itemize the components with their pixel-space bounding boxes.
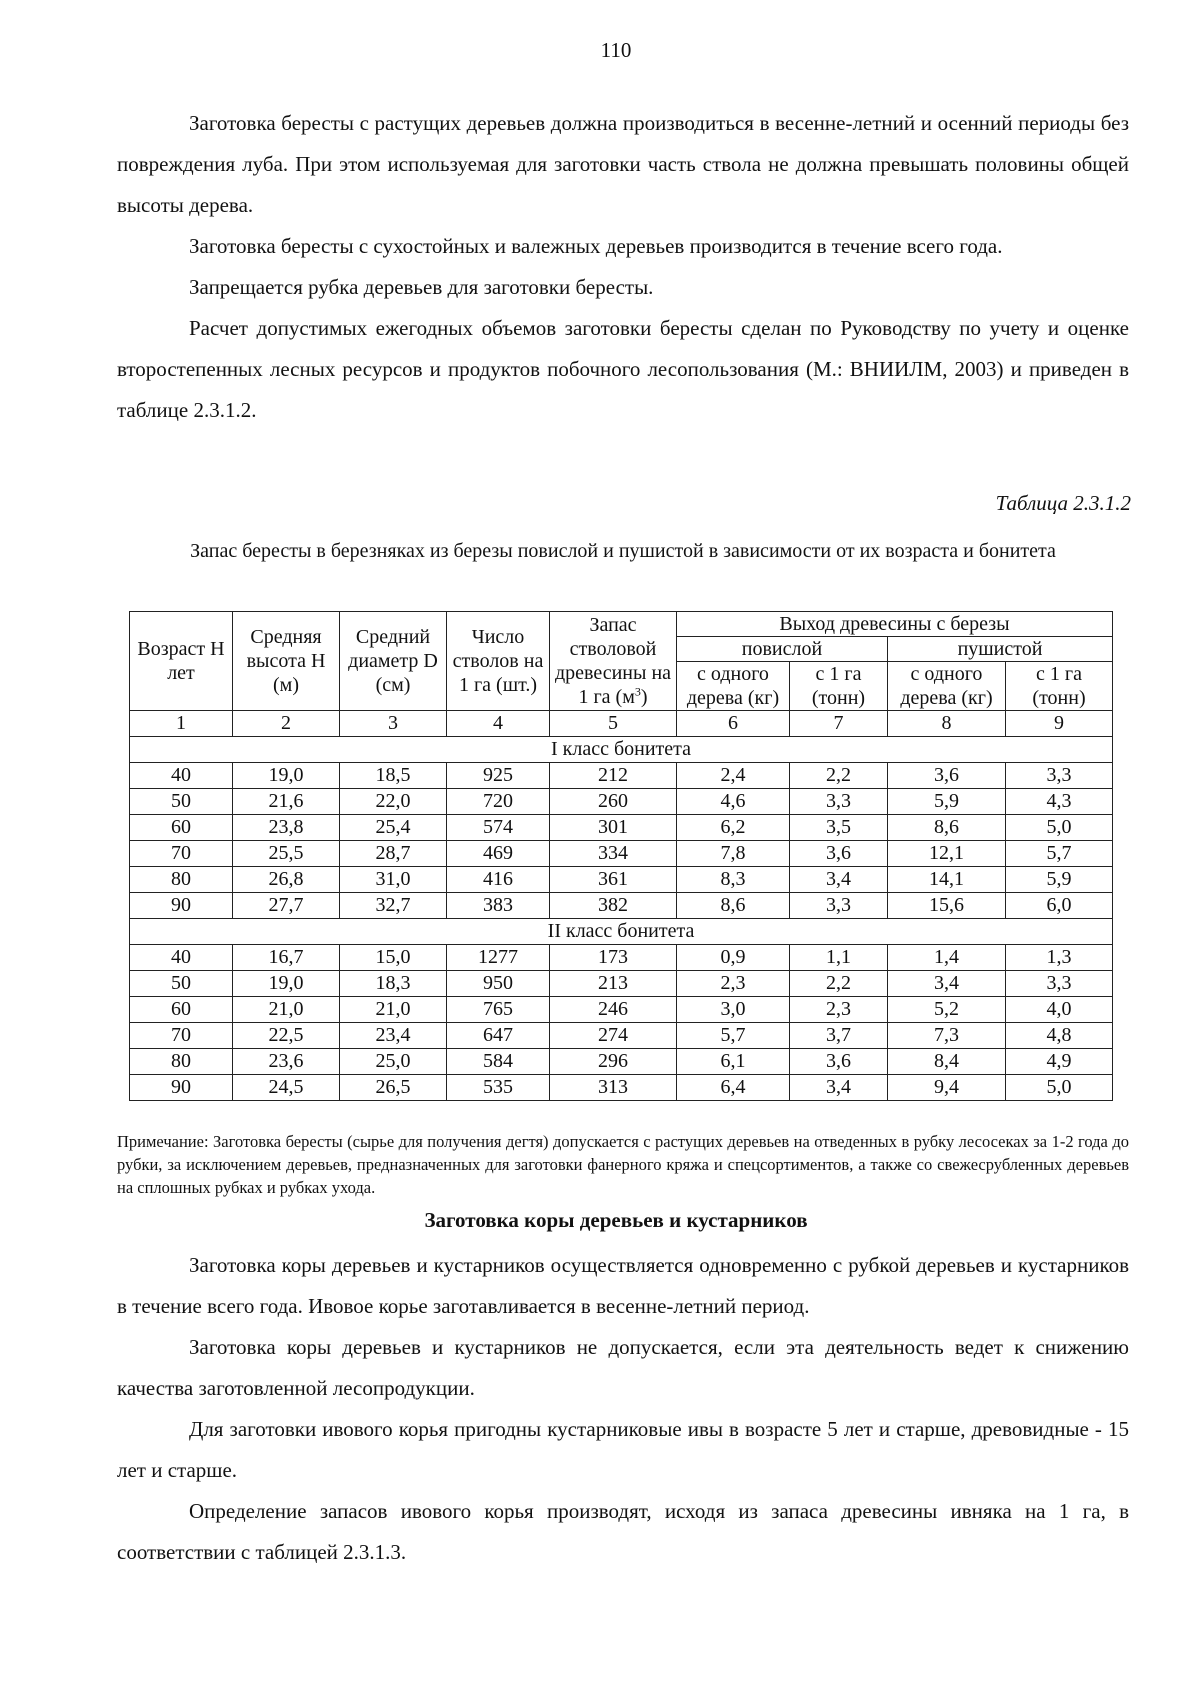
paragraph: Определение запасов ивового корья производят, исходя из запаса древесины ивняка на 1 га, в соответствии с таблицей 2.3.1.3. xyxy=(117,1499,1129,1564)
table-cell: 383 xyxy=(447,893,550,919)
table-cell: 5,9 xyxy=(888,789,1006,815)
table-cell: 90 xyxy=(130,1075,233,1101)
table-cell: 1,3 xyxy=(1006,945,1113,971)
table-cell: 26,8 xyxy=(233,867,340,893)
header-age: Возраст Н лет xyxy=(130,612,233,711)
table-cell: 4,3 xyxy=(1006,789,1113,815)
table-row xyxy=(130,763,1113,789)
table-cell: 246 xyxy=(550,997,677,1023)
table-cell: 80 xyxy=(130,867,233,893)
table-cell: 19,0 xyxy=(233,971,340,997)
table-cell: 535 xyxy=(447,1075,550,1101)
birch-bark-table xyxy=(129,611,1113,1101)
table-row xyxy=(130,997,1113,1023)
group-label-row xyxy=(130,737,1113,763)
column-number-cell: 2 xyxy=(233,711,340,737)
table-cell: 18,5 xyxy=(340,763,447,789)
table-row xyxy=(130,841,1113,867)
table-cell: 6,4 xyxy=(677,1075,790,1101)
table-cell: 2,2 xyxy=(790,971,888,997)
column-number-cell: 7 xyxy=(790,711,888,737)
table-cell: 574 xyxy=(447,815,550,841)
table-cell: 2,4 xyxy=(677,763,790,789)
table-cell: 361 xyxy=(550,867,677,893)
table-cell: 27,7 xyxy=(233,893,340,919)
table-cell: 7,8 xyxy=(677,841,790,867)
table-cell: 313 xyxy=(550,1075,677,1101)
table-cell: 70 xyxy=(130,841,233,867)
table-label: Таблица 2.3.1.2 xyxy=(995,491,1131,515)
paragraph: Заготовка бересты с сухостойных и валежных деревьев производится в течение всего года. xyxy=(189,234,1003,258)
table-cell: 12,1 xyxy=(888,841,1006,867)
table-cell: 3,3 xyxy=(790,893,888,919)
table-note: Примечание: Заготовка бересты (сырье для получения дегтя) допускается с растущих деревьев на отведенных в рубку лесосеках за 1-2 года до рубки, за исключением деревьев, предназначенных для заготовки фанерного кряжа и спецсортиментов, а также со свежесрубленных деревьев на сплошных рубках и рубках ухода. xyxy=(117,1132,1129,1197)
header-species-2: пушистой xyxy=(888,637,1113,662)
header-per-tree-2: с одного дерева (кг) xyxy=(888,662,1006,711)
table-cell: 6,1 xyxy=(677,1049,790,1075)
table-cell: 31,0 xyxy=(340,867,447,893)
column-number-row xyxy=(130,711,1113,737)
table-cell: 4,9 xyxy=(1006,1049,1113,1075)
section-heading: Заготовка коры деревьев и кустарников xyxy=(424,1208,808,1232)
table-cell: 5,9 xyxy=(1006,867,1113,893)
table-cell: 3,3 xyxy=(1006,971,1113,997)
table-cell: 90 xyxy=(130,893,233,919)
table-cell: 5,7 xyxy=(1006,841,1113,867)
column-number-cell: 3 xyxy=(340,711,447,737)
group-label: II класс бонитета xyxy=(130,919,1113,945)
table-cell: 25,4 xyxy=(340,815,447,841)
table-cell: 21,0 xyxy=(233,997,340,1023)
table-cell: 2,3 xyxy=(790,997,888,1023)
table-cell: 15,6 xyxy=(888,893,1006,919)
table-cell: 23,4 xyxy=(340,1023,447,1049)
table-cell: 3,7 xyxy=(790,1023,888,1049)
table-cell: 4,8 xyxy=(1006,1023,1113,1049)
table-cell: 2,3 xyxy=(677,971,790,997)
table-cell: 18,3 xyxy=(340,971,447,997)
table-cell: 60 xyxy=(130,997,233,1023)
table-cell: 60 xyxy=(130,815,233,841)
table-cell: 720 xyxy=(447,789,550,815)
section-text xyxy=(117,1245,1129,1573)
header-per-tree-1: с одного дерева (кг) xyxy=(677,662,790,711)
table-row xyxy=(130,1075,1113,1101)
table-cell: 3,6 xyxy=(888,763,1006,789)
table-row xyxy=(130,1049,1113,1075)
table-cell: 8,6 xyxy=(677,893,790,919)
table-cell: 0,9 xyxy=(677,945,790,971)
group-label-row xyxy=(130,919,1113,945)
table-cell: 28,7 xyxy=(340,841,447,867)
column-number-cell: 1 xyxy=(130,711,233,737)
table-cell: 382 xyxy=(550,893,677,919)
column-number-cell: 5 xyxy=(550,711,677,737)
table-cell: 334 xyxy=(550,841,677,867)
table-cell: 22,0 xyxy=(340,789,447,815)
table-cell: 3,5 xyxy=(790,815,888,841)
table-cell: 3,4 xyxy=(888,971,1006,997)
table-cell: 21,6 xyxy=(233,789,340,815)
table-cell: 23,8 xyxy=(233,815,340,841)
table-cell: 1277 xyxy=(447,945,550,971)
table-cell: 5,2 xyxy=(888,997,1006,1023)
table-cell: 4,0 xyxy=(1006,997,1113,1023)
table-cell: 70 xyxy=(130,1023,233,1049)
table-cell: 16,7 xyxy=(233,945,340,971)
table-row xyxy=(130,1023,1113,1049)
page-number: 110 xyxy=(600,38,632,62)
table-cell: 5,0 xyxy=(1006,815,1113,841)
table-cell: 213 xyxy=(550,971,677,997)
table-cell: 2,2 xyxy=(790,763,888,789)
table-cell: 9,4 xyxy=(888,1075,1006,1101)
table-cell: 26,5 xyxy=(340,1075,447,1101)
table-cell: 3,4 xyxy=(790,1075,888,1101)
table-header-row xyxy=(130,612,1113,637)
table-cell: 765 xyxy=(447,997,550,1023)
header-diameter: Средний диаметр D (см) xyxy=(340,612,447,711)
header-species-1: повислой xyxy=(677,637,888,662)
table-cell: 950 xyxy=(447,971,550,997)
header-stock-end: ) xyxy=(640,686,648,708)
table-row xyxy=(130,893,1113,919)
table-cell: 50 xyxy=(130,971,233,997)
header-stock-sup: 3 xyxy=(634,684,641,699)
table-title: Запас бересты в березняках из березы повислой и пушистой в зависимости от их возраста и бонитета xyxy=(190,540,1056,562)
table-cell: 5,0 xyxy=(1006,1075,1113,1101)
table-cell: 8,3 xyxy=(677,867,790,893)
table-cell: 32,7 xyxy=(340,893,447,919)
column-number-cell: 8 xyxy=(888,711,1006,737)
table-cell: 25,5 xyxy=(233,841,340,867)
table-cell: 25,0 xyxy=(340,1049,447,1075)
table-cell: 3,3 xyxy=(790,789,888,815)
column-number-cell: 4 xyxy=(447,711,550,737)
table-cell: 296 xyxy=(550,1049,677,1075)
table-cell: 469 xyxy=(447,841,550,867)
header-yield-group: Выход древесины с березы xyxy=(677,612,1113,637)
table-cell: 3,0 xyxy=(677,997,790,1023)
table-cell: 14,1 xyxy=(888,867,1006,893)
table-cell: 7,3 xyxy=(888,1023,1006,1049)
table-cell: 1,4 xyxy=(888,945,1006,971)
table-cell: 6,2 xyxy=(677,815,790,841)
header-height: Средняя высота Н (м) xyxy=(233,612,340,711)
table-cell: 22,5 xyxy=(233,1023,340,1049)
table-cell: 19,0 xyxy=(233,763,340,789)
table-row xyxy=(130,867,1113,893)
paragraph: Заготовка бересты с растущих деревьев должна производиться в весенне-летний и осенний периоды без повреждения луба. При этом используемая для заготовки часть ствола не должна превышать половины общей высоты дерева. xyxy=(117,111,1129,217)
table-cell: 274 xyxy=(550,1023,677,1049)
table-cell: 5,7 xyxy=(677,1023,790,1049)
table-cell: 3,6 xyxy=(790,1049,888,1075)
table-cell: 21,0 xyxy=(340,997,447,1023)
table-cell: 50 xyxy=(130,789,233,815)
table-cell: 8,4 xyxy=(888,1049,1006,1075)
paragraph: Заготовка коры деревьев и кустарников осуществляется одновременно с рубкой деревьев и кустарников в течение всего года. Ивовое корье заготавливается в весенне-летний период. xyxy=(117,1253,1129,1318)
table-cell: 647 xyxy=(447,1023,550,1049)
table-cell: 925 xyxy=(447,763,550,789)
column-number-cell: 9 xyxy=(1006,711,1113,737)
table-row xyxy=(130,971,1113,997)
table-cell: 1,1 xyxy=(790,945,888,971)
table-cell: 301 xyxy=(550,815,677,841)
table-cell: 40 xyxy=(130,763,233,789)
table-cell: 6,0 xyxy=(1006,893,1113,919)
table-cell: 24,5 xyxy=(233,1075,340,1101)
header-stock-text: Запас стволовой древесины на 1 га (м xyxy=(554,614,672,708)
table-cell: 4,6 xyxy=(677,789,790,815)
table-cell: 40 xyxy=(130,945,233,971)
paragraph: Заготовка коры деревьев и кустарников не допускается, если эта деятельность ведет к снижению качества заготовленной лесопродукции. xyxy=(117,1335,1129,1400)
table-cell: 23,6 xyxy=(233,1049,340,1075)
table-cell: 584 xyxy=(447,1049,550,1075)
column-number-cell: 6 xyxy=(677,711,790,737)
header-stems: Число стволов на 1 га (шт.) xyxy=(447,612,550,711)
header-per-ha-1: с 1 га (тонн) xyxy=(790,662,888,711)
table-row xyxy=(130,945,1113,971)
paragraph: Расчет допустимых ежегодных объемов заготовки бересты сделан по Руководству по учету и оценке второстепенных лесных ресурсов и продуктов побочного лесопользования (М.: ВНИИЛМ, 2003) и приведен в таблице 2.3.1.2. xyxy=(117,316,1129,422)
header-stock xyxy=(550,612,677,711)
table-cell: 3,6 xyxy=(790,841,888,867)
paragraph: Для заготовки ивового корья пригодны кустарниковые ивы в возрасте 5 лет и старше, древовидные - 15 лет и старше. xyxy=(117,1417,1129,1482)
table-row xyxy=(130,815,1113,841)
table-row xyxy=(130,789,1113,815)
table-cell: 212 xyxy=(550,763,677,789)
group-label: I класс бонитета xyxy=(130,737,1113,763)
table-cell: 3,4 xyxy=(790,867,888,893)
header-per-ha-2: с 1 га (тонн) xyxy=(1006,662,1113,711)
table-cell: 15,0 xyxy=(340,945,447,971)
table-cell: 8,6 xyxy=(888,815,1006,841)
table-cell: 173 xyxy=(550,945,677,971)
intro-text xyxy=(117,103,1129,431)
table-cell: 3,3 xyxy=(1006,763,1113,789)
table-cell: 416 xyxy=(447,867,550,893)
table-cell: 80 xyxy=(130,1049,233,1075)
paragraph: Запрещается рубка деревьев для заготовки бересты. xyxy=(189,275,654,299)
table-cell: 260 xyxy=(550,789,677,815)
